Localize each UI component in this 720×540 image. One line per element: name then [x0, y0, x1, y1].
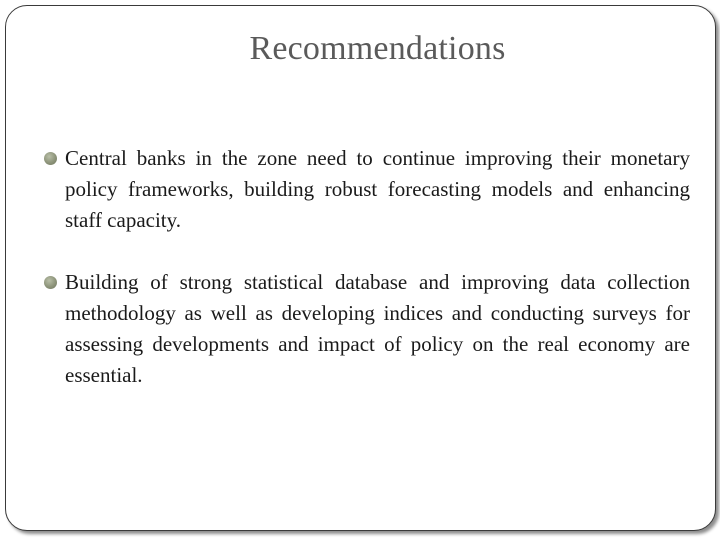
bullet-text: Central banks in the zone need to continue improving their monetary policy frameworks, building robust forecasting models and enhancing staff capacity. [65, 146, 690, 232]
bullet-text: Building of strong statistical database and improving data collection methodology as well as developing indices and conducting surveys for assessing developments and impact of policy on the real economy are essential. [65, 270, 690, 387]
bullet-dot-icon [44, 276, 57, 289]
bullet-item [44, 143, 690, 236]
bullet-list [44, 143, 690, 391]
bullet-dot-icon [44, 152, 57, 165]
slide-title: Recommendations [249, 30, 506, 67]
bullet-item [44, 267, 690, 391]
